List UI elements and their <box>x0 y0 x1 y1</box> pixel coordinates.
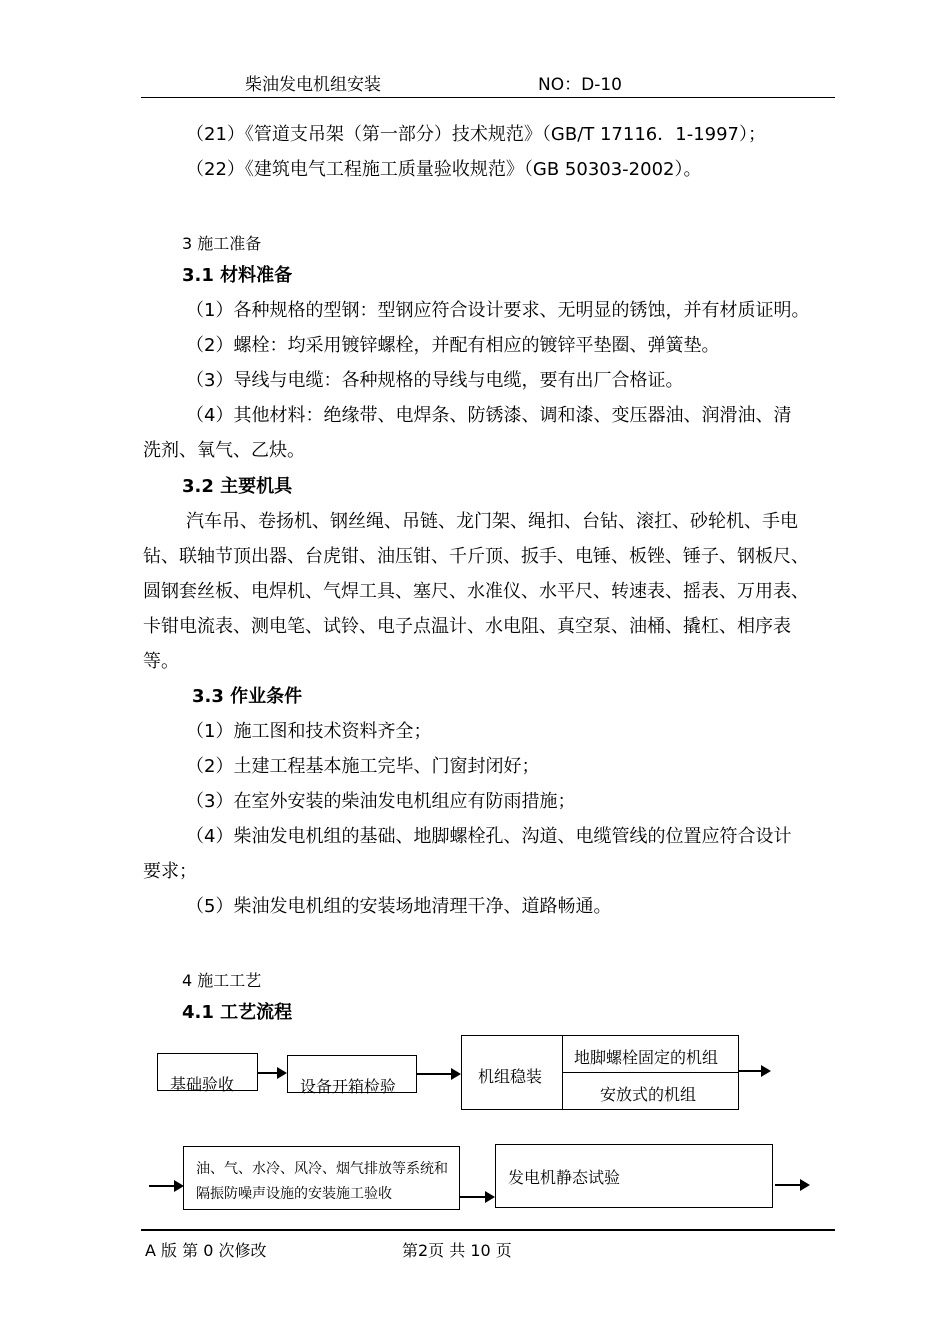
flow-arrow-5 <box>460 1196 493 1198</box>
condition-item-5: （5）柴油发电机组的安装场地清理干净、道路畅通。 <box>186 896 612 917</box>
material-item-3: （3）导线与电缆：各种规格的导线与电缆，要有出厂合格证。 <box>186 370 684 391</box>
condition-item-4-cont: 要求； <box>143 861 197 882</box>
flow-step-unpacking-label: 设备开箱检验 <box>300 1077 397 1096</box>
section-3-title: 3 施工准备 <box>182 234 262 253</box>
header-rule <box>141 97 835 98</box>
condition-item-3: （3）在室外安装的柴油发电机组应有防雨措施； <box>186 791 576 812</box>
flow-step-installation <box>461 1035 563 1110</box>
material-item-1: （1）各种规格的型钢：型钢应符合设计要求、无明显的锈蚀，并有材质证明。 <box>186 300 810 321</box>
section-3-3-title: 3.3 作业条件 <box>192 686 303 707</box>
condition-item-4: （4）柴油发电机组的基础、地脚螺栓孔、沟道、电缆管线的位置应符合设计 <box>186 826 792 847</box>
flow-step-installation-label: 机组稳装 <box>478 1067 543 1086</box>
flow-arrow-4 <box>149 1185 182 1187</box>
flow-step-systems <box>183 1146 460 1210</box>
flow-step-anchor-bolt <box>562 1035 739 1073</box>
flow-step-unpacking <box>287 1055 417 1096</box>
flow-step-static-test <box>495 1144 773 1208</box>
material-item-4-cont: 洗剂、氧气、乙炔。 <box>143 440 305 461</box>
flow-step-systems-line-2: 隔振防噪声设施的安装施工验收 <box>196 1186 392 1202</box>
flow-step-foundation-label: 基础验收 <box>170 1075 235 1094</box>
tools-line-1: 汽车吊、卷扬机、钢丝绳、吊链、龙门架、绳扣、台钻、滚扛、砂轮机、手电 <box>186 511 798 532</box>
section-4-1-title: 4.1 工艺流程 <box>182 1002 293 1023</box>
tools-line-5: 等。 <box>143 651 179 672</box>
flow-step-systems-line-1: 油、气、水冷、风冷、烟气排放等系统和 <box>196 1161 448 1177</box>
reference-22: （22）《建筑电气工程施工质量验收规范》（GB 50303-2002）。 <box>186 159 702 180</box>
flow-step-free-standing <box>562 1072 739 1110</box>
flow-arrow-3 <box>739 1070 769 1072</box>
tools-line-4: 卡钳电流表、测电笔、试铃、电子点温计、水电阻、真空泵、油桶、撬杠、相序表 <box>143 616 791 637</box>
header-doc-no: NO：D-10 <box>538 75 622 95</box>
flow-step-free-standing-label: 安放式的机组 <box>600 1085 697 1104</box>
flow-step-static-test-label: 发电机静态试验 <box>508 1168 621 1187</box>
footer-page: 第2页 共 10 页 <box>402 1241 512 1260</box>
footer-rule <box>141 1229 835 1231</box>
tools-line-2: 钻、联轴节顶出器、台虎钳、油压钳、千斤顶、扳手、电锤、板锉、锤子、钢板尺、 <box>143 546 809 567</box>
flow-step-foundation <box>157 1053 258 1094</box>
flow-step-anchor-bolt-label: 地脚螺栓固定的机组 <box>574 1048 719 1067</box>
condition-item-2: （2）土建工程基本施工完毕、门窗封闭好； <box>186 756 540 777</box>
section-3-1-title: 3.1 材料准备 <box>182 265 293 286</box>
flow-arrow-1 <box>258 1072 285 1074</box>
reference-21: （21）《管道支吊架（第一部分）技术规范》（GB/T 17116．1-1997）； <box>186 124 766 145</box>
tools-line-3: 圆钢套丝板、电焊机、气焊工具、塞尺、水准仪、水平尺、转速表、摇表、万用表、 <box>143 581 809 602</box>
flow-arrow-6 <box>775 1184 808 1186</box>
condition-item-1: （1）施工图和技术资料齐全； <box>186 721 432 742</box>
flow-arrow-2 <box>417 1073 459 1075</box>
material-item-4: （4）其他材料：绝缘带、电焊条、防锈漆、调和漆、变压器油、润滑油、清 <box>186 405 792 426</box>
material-item-2: （2）螺栓：均采用镀锌螺栓，并配有相应的镀锌平垫圈、弹簧垫。 <box>186 335 720 356</box>
footer-edition: A 版 第 0 次修改 <box>145 1241 267 1260</box>
header-title: 柴油发电机组安装 <box>245 75 381 95</box>
section-4-title: 4 施工工艺 <box>182 971 262 990</box>
section-3-2-title: 3.2 主要机具 <box>182 476 293 497</box>
